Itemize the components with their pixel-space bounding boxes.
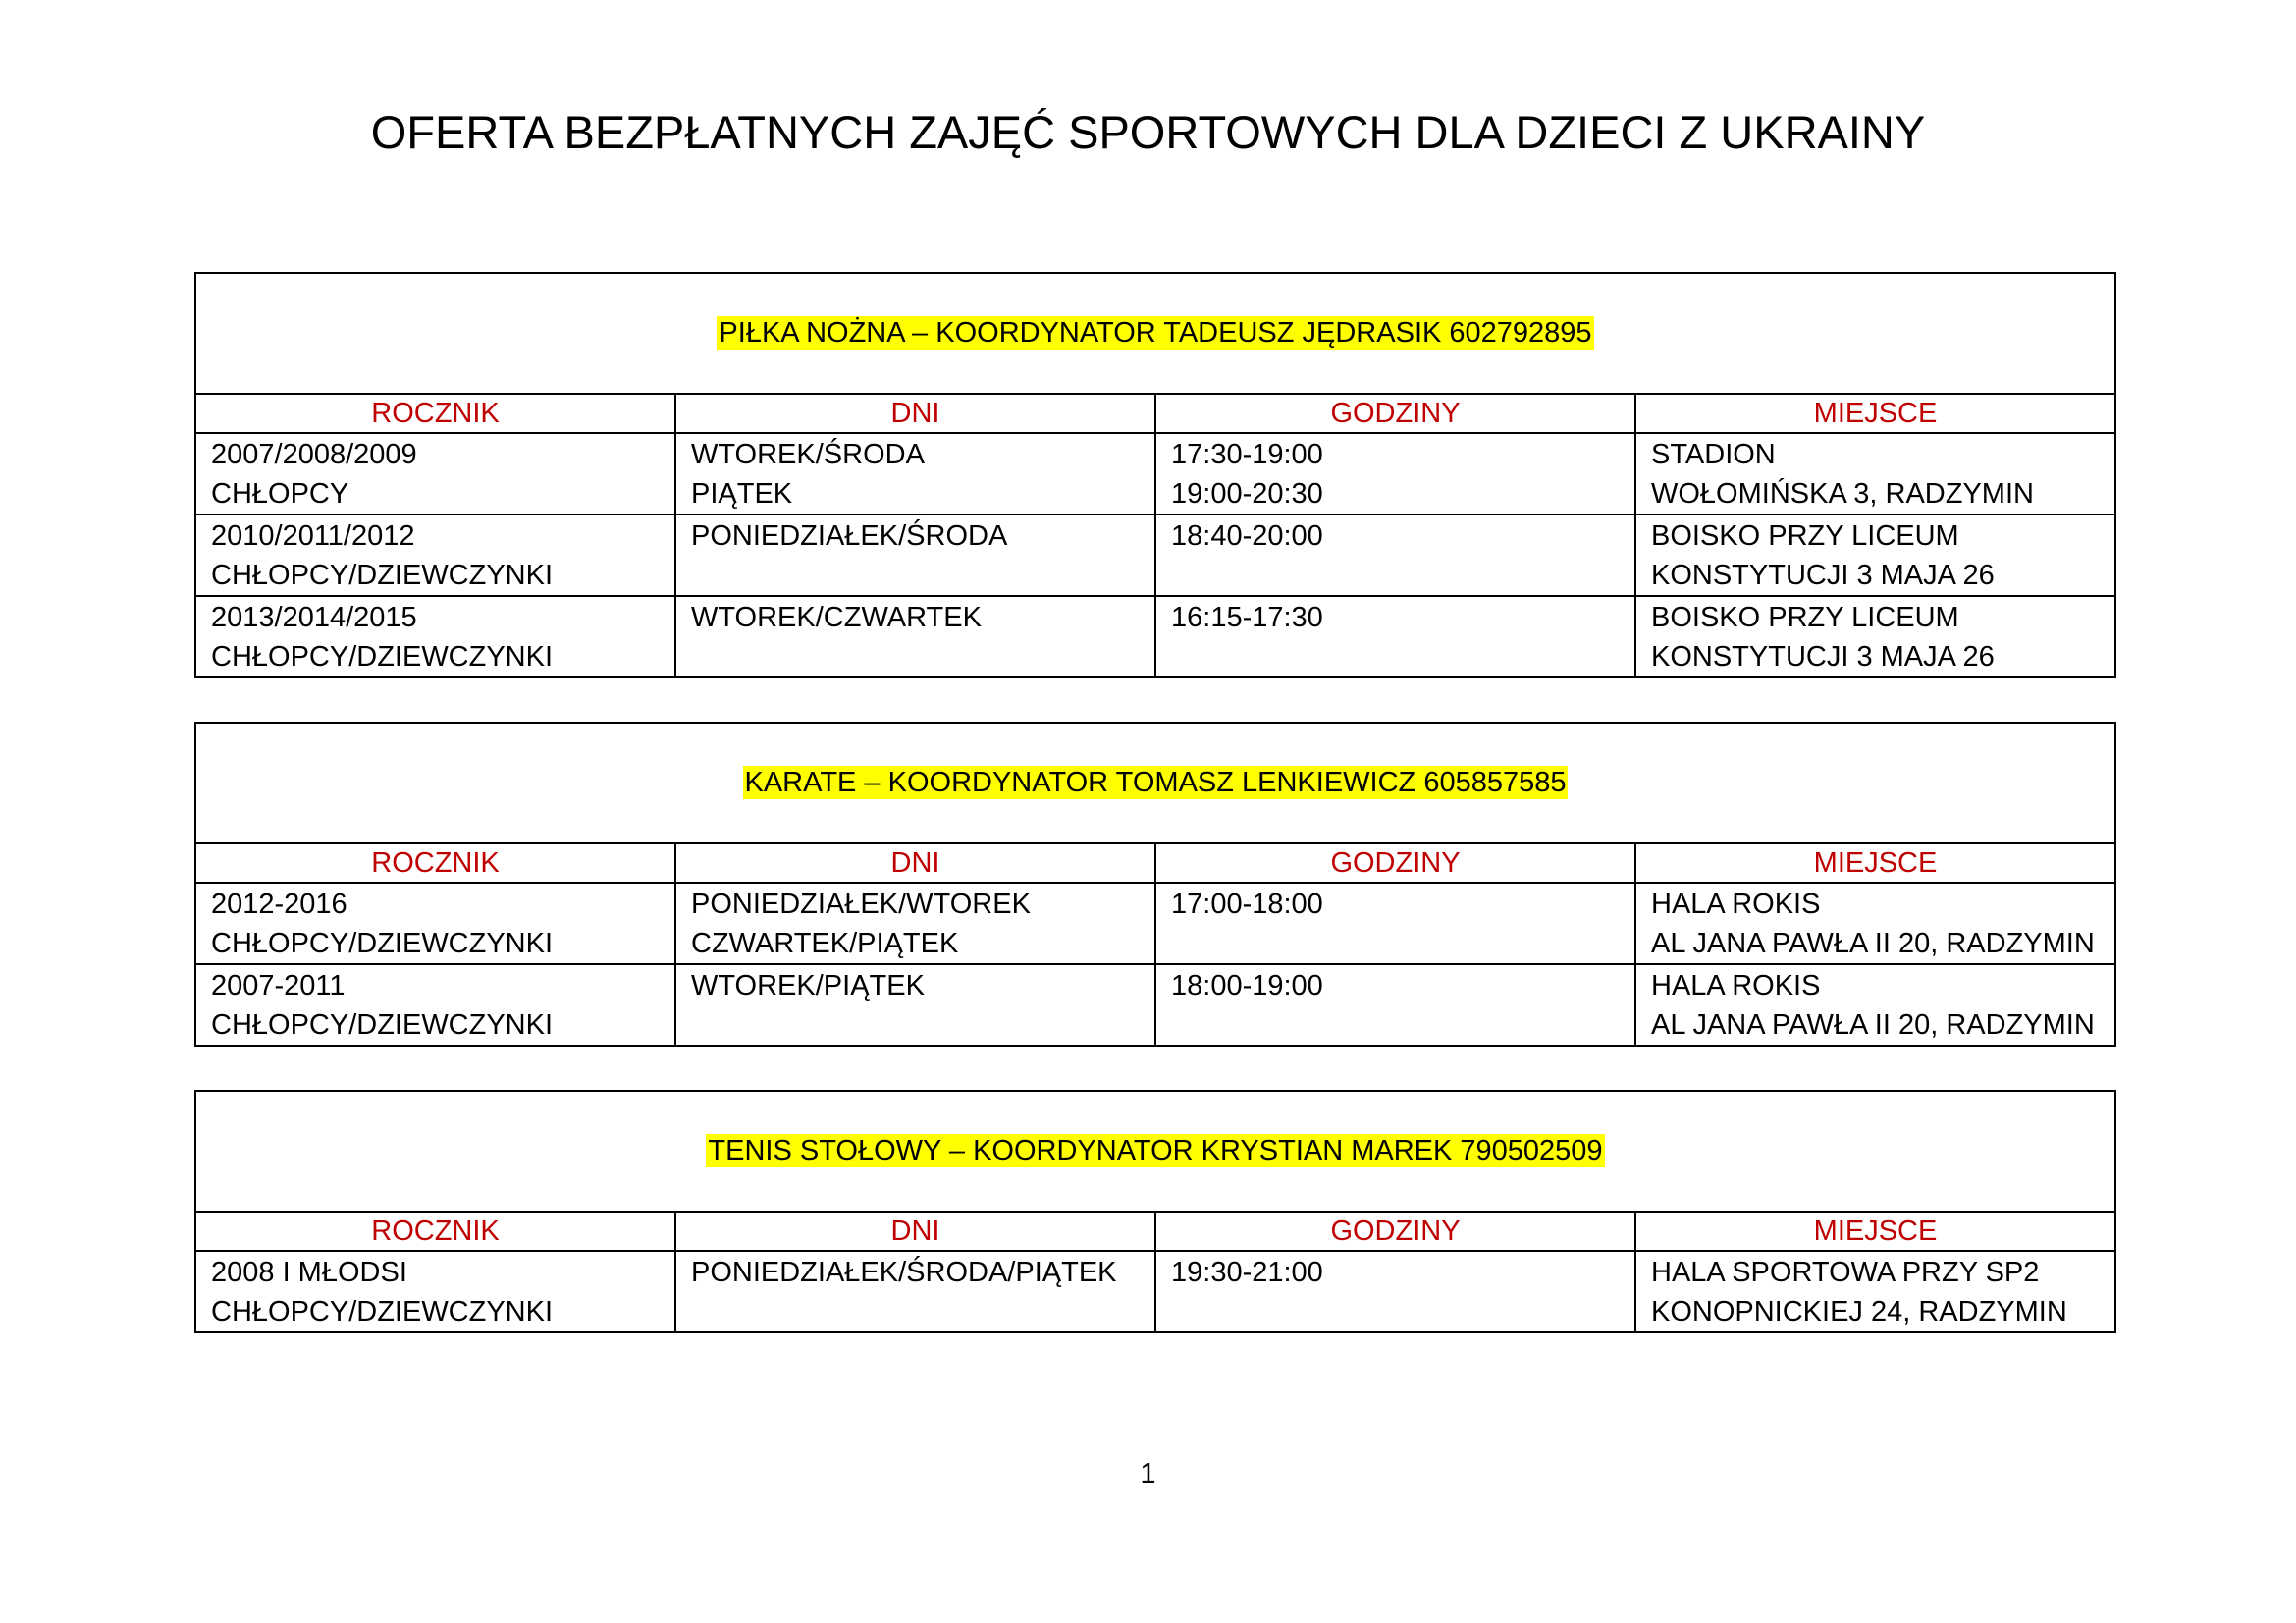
section-tenis-stolowy [194,1090,2116,1333]
cell-line [1171,556,1634,595]
cell-line [1171,637,1634,676]
cell-miejsce [1635,1251,2115,1332]
cell-line: 19:00-20:30 [1171,478,1323,510]
cell-line [691,637,1154,676]
cell-line: HALA ROKIS [1651,970,1821,1001]
column-header-rocznik: ROCZNIK [195,1212,675,1251]
cell-line: 16:15-17:30 [1171,602,1323,633]
cell-godziny [1155,883,1635,964]
cell-line: KONSTYTUCJI 3 MAJA 26 [1651,641,1995,673]
cell-rocznik [195,1251,675,1332]
cell-line: 18:40-20:00 [1171,520,1323,552]
column-header-miejsce: MIEJSCE [1635,394,2115,433]
table-row [195,964,2115,1046]
cell-godziny [1155,596,1635,677]
cell-line: CHŁOPCY/DZIEWCZYNKI [211,1009,554,1041]
column-header-dni: DNI [675,1212,1155,1251]
cell-line: AL JANA PAWŁA II 20, RADZYMIN [1651,928,2095,959]
cell-miejsce [1635,433,2115,514]
cell-line: CZWARTEK/PIĄTEK [691,928,959,959]
cell-rocznik [195,596,675,677]
cell-line [1171,1005,1634,1045]
cell-line: 19:30-21:00 [1171,1257,1323,1288]
cell-line: CHŁOPCY/DZIEWCZYNKI [211,1296,554,1327]
cell-line: WTOREK/PIĄTEK [691,970,925,1001]
column-header-row [195,394,2115,433]
cell-line: WTOREK/ŚRODA [691,439,925,470]
column-header-dni: DNI [675,394,1155,433]
cell-line: CHŁOPCY/DZIEWCZYNKI [211,560,554,591]
page-title: OFERTA BEZPŁATNYCH ZAJĘĆ SPORTOWYCH DLA DZIECI Z UKRAINY [370,106,1926,158]
cell-line: 2010/2011/2012 [211,520,415,552]
section-header-row [195,723,2115,843]
cell-godziny [1155,433,1635,514]
table-row [195,883,2115,964]
cell-line: 17:00-18:00 [1171,889,1323,920]
cell-line: KONOPNICKIEJ 24, RADZYMIN [1651,1296,2067,1327]
cell-rocznik [195,883,675,964]
column-header-rocznik: ROCZNIK [195,843,675,883]
cell-line: AL JANA PAWŁA II 20, RADZYMIN [1651,1009,2095,1041]
section-header: PIŁKA NOŻNA – KOORDYNATOR TADEUSZ JĘDRASIK 602792895 [719,317,1592,349]
section-header-cell [195,273,2115,394]
cell-line: PONIEDZIAŁEK/ŚRODA [691,520,1008,552]
section-header-cell [195,1091,2115,1212]
cell-dni [675,596,1155,677]
section-header-cell [195,723,2115,843]
cell-line: CHŁOPCY/DZIEWCZYNKI [211,928,554,959]
cell-line: STADION [1651,439,1776,470]
section-pilka-nozna [194,272,2116,678]
cell-line [1171,924,1634,963]
column-header-row [195,843,2115,883]
cell-line: 2008 I MŁODSI [211,1257,407,1288]
cell-line: WOŁOMIŃSKA 3, RADZYMIN [1651,478,2034,510]
cell-line [691,1292,1154,1331]
section-header-row [195,273,2115,394]
table-row [195,433,2115,514]
cell-line: BOISKO PRZY LICEUM [1651,602,1959,633]
cell-line: 2012-2016 [211,889,347,920]
cell-line: PONIEDZIAŁEK/WTOREK [691,889,1031,920]
cell-dni [675,964,1155,1046]
section-karate [194,722,2116,1047]
column-header-row [195,1212,2115,1251]
cell-line [691,556,1154,595]
cell-miejsce [1635,964,2115,1046]
cell-line: 17:30-19:00 [1171,439,1323,470]
section-header: KARATE – KOORDYNATOR TOMASZ LENKIEWICZ 605857585 [744,767,1567,798]
column-header-rocznik: ROCZNIK [195,394,675,433]
cell-rocznik [195,433,675,514]
cell-line: HALA ROKIS [1651,889,1821,920]
cell-line: 18:00-19:00 [1171,970,1323,1001]
cell-dni [675,1251,1155,1332]
cell-godziny [1155,514,1635,596]
cell-dni [675,514,1155,596]
section-header-row [195,1091,2115,1212]
cell-line: 2007-2011 [211,970,346,1001]
cell-miejsce [1635,596,2115,677]
cell-rocznik [195,964,675,1046]
cell-line: BOISKO PRZY LICEUM [1651,520,1959,552]
cell-dni [675,433,1155,514]
cell-line: 2013/2014/2015 [211,602,417,633]
column-header-miejsce: MIEJSCE [1635,843,2115,883]
cell-line: HALA SPORTOWA PRZY SP2 [1651,1257,2040,1288]
column-header-godziny: GODZINY [1155,394,1635,433]
cell-godziny [1155,1251,1635,1332]
cell-line [691,1005,1154,1045]
cell-line: 2007/2008/2009 [211,439,417,470]
cell-line: CHŁOPCY/DZIEWCZYNKI [211,641,554,673]
column-header-godziny: GODZINY [1155,1212,1635,1251]
cell-line: PONIEDZIAŁEK/ŚRODA/PIĄTEK [691,1257,1117,1288]
cell-rocznik [195,514,675,596]
cell-line: WTOREK/CZWARTEK [691,602,982,633]
cell-line: KONSTYTUCJI 3 MAJA 26 [1651,560,1995,591]
cell-miejsce [1635,514,2115,596]
section-header: TENIS STOŁOWY – KOORDYNATOR KRYSTIAN MAREK 790502509 [708,1135,1603,1166]
table-row [195,1251,2115,1332]
column-header-godziny: GODZINY [1155,843,1635,883]
page-number: 1 [1140,1458,1156,1489]
cell-miejsce [1635,883,2115,964]
column-header-dni: DNI [675,843,1155,883]
cell-line: CHŁOPCY [211,478,349,510]
column-header-miejsce: MIEJSCE [1635,1212,2115,1251]
cell-dni [675,883,1155,964]
cell-godziny [1155,964,1635,1046]
table-row [195,596,2115,677]
table-row [195,514,2115,596]
cell-line: PIĄTEK [691,478,793,510]
cell-line [1171,1292,1634,1331]
